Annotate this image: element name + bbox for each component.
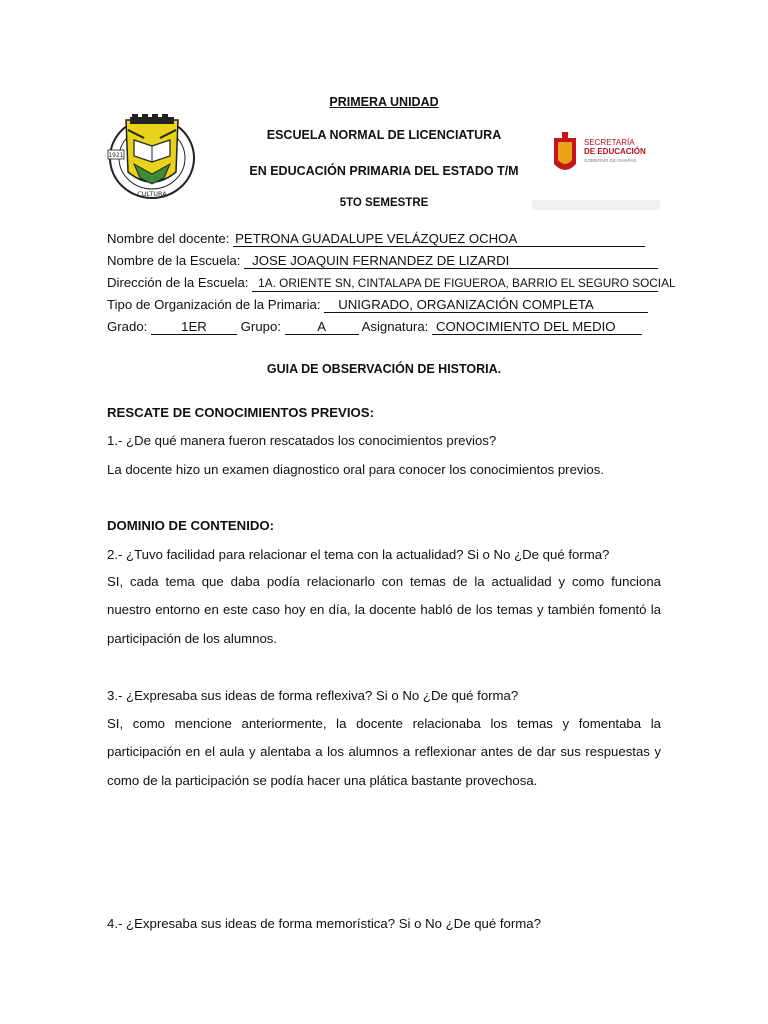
section-title-previous-knowledge: RESCATE DE CONOCIMIENTOS PREVIOS:	[107, 405, 374, 420]
question-4: 4.- ¿Expresaba sus ideas de forma memorística? Si o No ¿De qué forma?	[107, 916, 541, 931]
subject-label: Asignatura:	[361, 319, 429, 334]
question-1: 1.- ¿De qué manera fueron rescatados los conocimientos previos?	[107, 433, 497, 448]
address-label: Dirección de la Escuela:	[107, 275, 249, 290]
right-logo-line3: GOBIERNO DE CHIAPAS	[584, 158, 637, 163]
subject-value: CONOCIMIENTO DEL MEDIO	[432, 319, 642, 335]
address-line	[107, 275, 676, 292]
teacher-value: PETRONA GUADALUPE VELÁZQUEZ OCHOA	[233, 231, 645, 247]
seal-motto: CULTURA	[137, 190, 167, 198]
school-line	[107, 253, 658, 269]
school-seal-logo	[104, 112, 204, 202]
school-value: JOSE JOAQUIN FERNANDEZ DE LIZARDI	[244, 253, 658, 269]
guide-title: GUIA DE OBSERVACIÓN DE HISTORIA.	[266, 362, 502, 376]
question-2: 2.- ¿Tuvo facilidad para relacionar el tema con la actualidad? Si o No ¿De qué forma?	[107, 547, 610, 562]
school-title-line1: ESCUELA NORMAL DE LICENCIATURA	[266, 128, 502, 142]
teacher-label: Nombre del docente:	[107, 231, 230, 246]
unit-title: PRIMERA UNIDAD	[329, 95, 439, 109]
right-logo-line1: SECRETARÍA	[584, 138, 635, 147]
group-value: A	[285, 319, 359, 335]
question-3: 3.- ¿Expresaba sus ideas de forma reflexiva? Si o No ¿De qué forma?	[107, 688, 519, 703]
group-label: Grupo:	[240, 319, 281, 334]
grade-value: 1ER	[151, 319, 237, 335]
semester-label: 5TO SEMESTRE	[339, 197, 429, 209]
answer-1: La docente hizo un examen diagnostico oral para conocer los conocimientos previos.	[107, 462, 605, 477]
secretaria-educacion-logo	[532, 124, 660, 214]
right-logo-line2: DE EDUCACIÓN	[584, 147, 646, 156]
answer-2: SI, cada tema que daba podía relacionarlo con temas de la actualidad y como funciona nuestro entorno en este caso hoy en día, la docente habló de los temas y también fomentó la participación de los alumnos.	[107, 574, 661, 646]
organization-label: Tipo de Organización de la Primaria:	[107, 297, 321, 312]
answer-3: SI, como mencione anteriormente, la docente relacionaba los temas y fomentaba la participación en el aula y alentaba a los alumnos a reflexionar antes de dar sus respuestas y como de la participación se podía hacer una plática bastante provechosa.	[107, 716, 661, 788]
grade-label: Grado:	[107, 319, 148, 334]
grade-line	[107, 319, 642, 335]
section-title-content-mastery: DOMINIO DE CONTENIDO:	[107, 518, 275, 533]
organization-line	[107, 297, 648, 313]
school-label: Nombre de la Escuela:	[107, 253, 241, 268]
seal-year: 1921	[108, 152, 124, 159]
address-value: 1A. ORIENTE SN, CINTALAPA DE FIGUEROA, BARRIO EL SEGURO SOCIAL	[252, 276, 658, 292]
organization-value: UNIGRADO, ORGANIZACIÓN COMPLETA	[324, 297, 648, 313]
school-title-line2: EN EDUCACIÓN PRIMARIA DEL ESTADO T/M	[249, 164, 519, 178]
teacher-line	[107, 231, 645, 247]
